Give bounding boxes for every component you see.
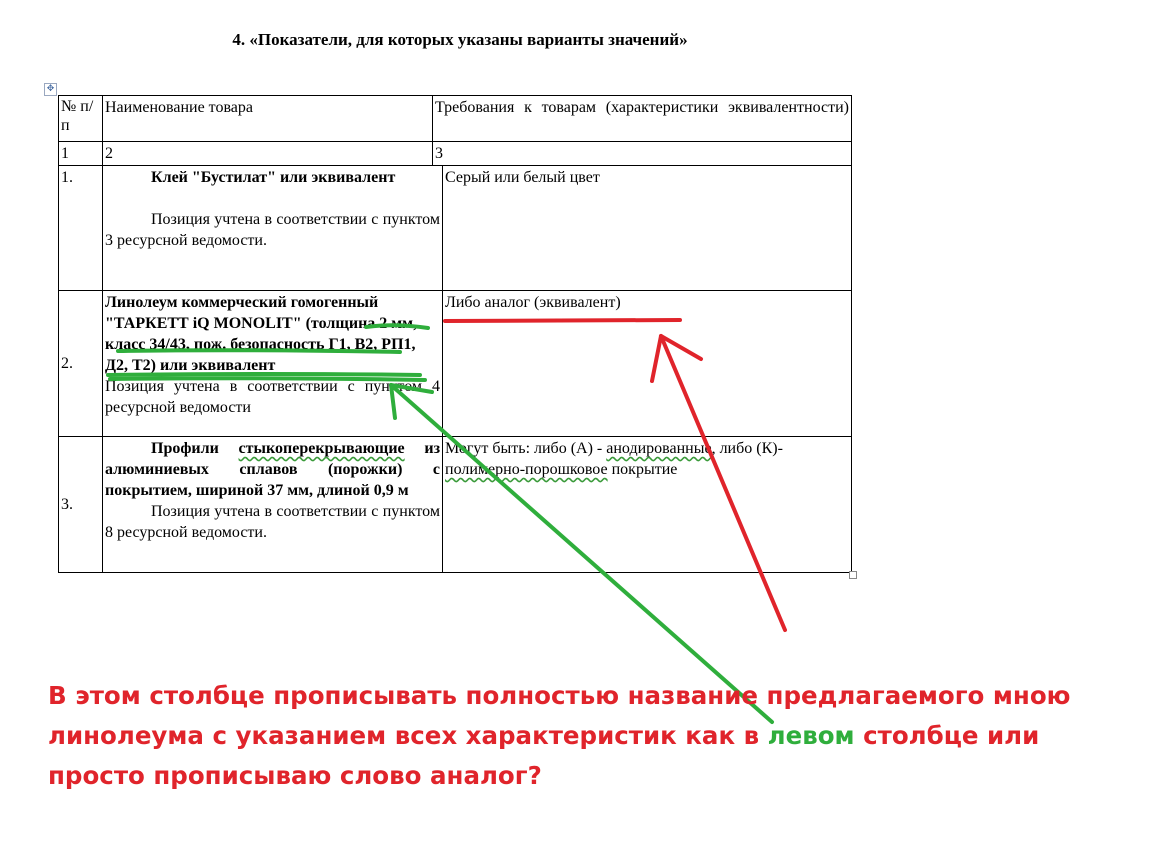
requirement-cell: Либо аналог (эквивалент) (443, 291, 852, 437)
requirement-text (445, 438, 849, 480)
product-name-part: 2 мм, класс 34/43, пож. безопасность Г1, В2, РП1, Д2, Т2) или эквивалент (105, 315, 418, 374)
table-numbering-row (59, 142, 852, 166)
product-name-underlined: толщина (310, 315, 376, 332)
table-row (59, 166, 852, 291)
document-heading: 4. «Показатели, для которых указаны варианты значений» (232, 30, 688, 49)
table-move-handle-icon[interactable]: ✥ (44, 83, 57, 96)
product-name-part: Линолеум коммерческий гомогенный "ТАРКЕТТ iQ MONOLIT" ( (105, 294, 379, 332)
requirement-underlined: полимерно-порошковое (445, 461, 608, 478)
numbering-cell-1: 1 (59, 142, 103, 166)
product-name-cell (103, 291, 443, 437)
product-name (105, 438, 440, 501)
table-row (59, 291, 852, 437)
product-name (105, 292, 440, 376)
header-cell-requirements (433, 96, 852, 142)
product-name-underlined: стыкоперекрывающие (238, 440, 405, 457)
row-number: 1. (59, 166, 103, 291)
product-name-part: Профили (151, 440, 239, 457)
question-text: В этом столбце прописывать полностью название предлагаемого мною линолеума с указанием всех характеристик как в (48, 681, 1071, 750)
position-note: Позиция учтена в соответствии с пунктом 8 ресурсной ведомости. (105, 503, 440, 541)
table-resize-handle[interactable] (849, 571, 857, 579)
table-header-row (59, 96, 852, 142)
question-annotation (48, 676, 1108, 796)
product-name-cell (103, 166, 443, 291)
header-requirements-text: Требования к товарам (характеристики эквивалентности) (435, 99, 849, 116)
requirement-part: покрытие (607, 461, 678, 478)
row-number: 3. (59, 437, 103, 573)
position-note: Позиция учтена в соответствии с пунктом 4 ресурсной ведомости (105, 378, 440, 416)
product-name: Клей "Бустилат" или эквивалент (151, 169, 396, 186)
question-text: столбце или просто прописываю слово аналог? (48, 721, 1040, 790)
requirement-underlined: анодированные (606, 440, 712, 457)
row-number: 2. (59, 291, 103, 437)
position-note: Позиция учтена в соответствии с пунктом 3 ресурсной ведомости. (105, 211, 440, 249)
spacer (105, 188, 440, 209)
header-cell-name: Наименование товара (103, 96, 433, 142)
question-highlight: левом (767, 721, 855, 750)
product-name-cell (103, 437, 443, 573)
numbering-cell-2: 2 (103, 142, 433, 166)
product-name-part: из алюминиевых сплавов (порожки) с покрытием, шириной 37 мм, длиной 0,9 м (105, 440, 440, 499)
requirement-part: Могут быть: либо (А) - (445, 440, 607, 457)
requirement-cell (443, 437, 852, 573)
numbering-cell-3: 3 (433, 142, 852, 166)
requirement-cell: Серый или белый цвет (443, 166, 852, 291)
table-row (59, 437, 852, 573)
requirement-part: , либо (К)- (711, 440, 783, 457)
header-cell-number: № п/п (59, 96, 103, 142)
requirements-table (58, 95, 852, 573)
